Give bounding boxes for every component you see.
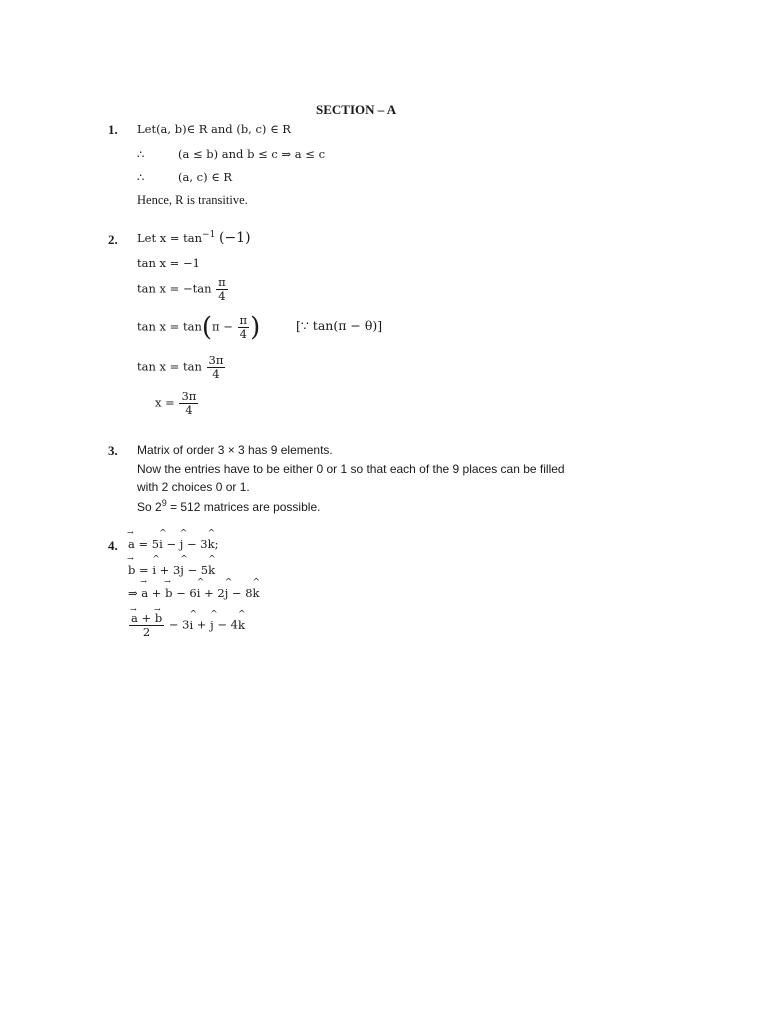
plus-sign: + xyxy=(141,611,152,625)
q4-l4-frac xyxy=(129,612,164,639)
q2-l3-text: tan x = −tan xyxy=(137,281,212,296)
q3-line-1: Matrix of order 3 × 3 has 9 elements. xyxy=(137,443,333,457)
frac-den: 4 xyxy=(218,289,226,303)
unit-k: ^ k xyxy=(238,618,245,632)
q1-therefore-1: ∴ xyxy=(137,147,145,161)
frac-den: 4 xyxy=(239,327,247,341)
q3-line-4 xyxy=(137,498,320,514)
vector-b: → b xyxy=(128,563,135,577)
q2-l4-frac xyxy=(238,314,250,341)
q2-bracket-note: [∵ tan(π − θ)] xyxy=(296,318,383,333)
q3-l4-rest: = 512 matrices are possible. xyxy=(166,500,321,514)
vector-a: → a xyxy=(128,537,135,551)
q2-l1-paren: (−1) xyxy=(218,230,251,246)
frac-num: 3π xyxy=(181,389,197,403)
unit-i: ^ i xyxy=(189,618,193,632)
q2-l4-text: tan x = tan xyxy=(137,319,202,334)
question-2-number: 2. xyxy=(108,232,118,247)
q4-line-1: → a = 5^ i − ^ j − 3^ k; xyxy=(128,537,218,551)
right-paren: ) xyxy=(250,312,261,343)
q1-line-3: (a, c) ∈ R xyxy=(178,170,233,184)
left-paren: ( xyxy=(201,312,213,343)
q4-line-2: → b = ^ i + 3^ j − 5^ k xyxy=(128,563,215,577)
question-4-number: 4. xyxy=(108,538,118,553)
unit-j: ^ j xyxy=(180,537,184,551)
unit-j: ^ j xyxy=(210,618,214,632)
vector-b: → b xyxy=(155,612,162,625)
unit-j: ^ j xyxy=(180,563,184,577)
q3-l4-sup: 9 xyxy=(161,498,167,508)
frac-num: π xyxy=(218,275,226,289)
q2-line-1 xyxy=(137,230,251,246)
q2-l5-frac xyxy=(207,354,226,381)
q1-line-1: Let(a, b)∈ R and (b, c) ∈ R xyxy=(137,122,291,136)
q2-l1-sup: −1 xyxy=(202,230,216,241)
q2-line-2: tan x = −1 xyxy=(137,256,200,270)
q4-line-4: → $\frac{a + \to b}{2}$ − 3^ i + ^ j − 4^ k xyxy=(128,612,245,639)
q2-line-6 xyxy=(155,390,199,417)
frac-den: 2 xyxy=(142,625,151,639)
q3-line-3: with 2 choices 0 or 1. xyxy=(137,480,250,494)
section-title: SECTION – A xyxy=(316,102,397,117)
q4-line-3: ⇒ → a + → b − 6^ i + 2^ j − 8^ k xyxy=(128,586,260,600)
frac-num xyxy=(129,612,164,626)
unit-i: ^ i xyxy=(197,586,201,600)
vector-a: → a xyxy=(141,586,148,600)
q1-line-2: (a ≤ b) and b ≤ c ⇒ a ≤ c xyxy=(178,147,326,161)
q2-l4-inner: π − xyxy=(212,319,233,334)
q2-l6-text: x = xyxy=(155,395,175,410)
q3-l4-text: So 2 xyxy=(137,500,162,514)
unit-k: ^ k xyxy=(253,586,260,600)
frac-den: 4 xyxy=(212,367,220,381)
q2-l1-text: Let x = tan xyxy=(137,231,203,245)
q1-therefore-2: ∴ xyxy=(137,170,145,184)
unit-j: ^ j xyxy=(225,586,229,600)
vector-b: → b xyxy=(165,586,172,600)
unit-i: ^ i xyxy=(152,563,156,577)
q3-line-2: Now the entries have to be either 0 or 1 so that each of the 9 places can be filled xyxy=(137,462,565,476)
q2-line-3 xyxy=(137,276,229,303)
q2-l6-frac xyxy=(179,390,198,417)
q1-line-4: Hence, R is transitive. xyxy=(137,193,248,207)
frac-den: 4 xyxy=(185,403,193,417)
question-1-number: 1. xyxy=(108,122,118,137)
unit-i: ^ i xyxy=(159,537,163,551)
frac-num: 3π xyxy=(208,353,224,367)
frac-num: π xyxy=(239,313,248,327)
vector-a: → a xyxy=(131,612,138,625)
unit-k: ^ k xyxy=(208,563,215,577)
unit-k: ^ k xyxy=(208,537,215,551)
q2-line-5 xyxy=(137,354,226,381)
q2-l3-frac xyxy=(216,276,228,303)
question-3-number: 3. xyxy=(108,443,118,458)
q2-l5-text: tan x = tan xyxy=(137,359,202,374)
q2-line-4 xyxy=(137,314,260,341)
